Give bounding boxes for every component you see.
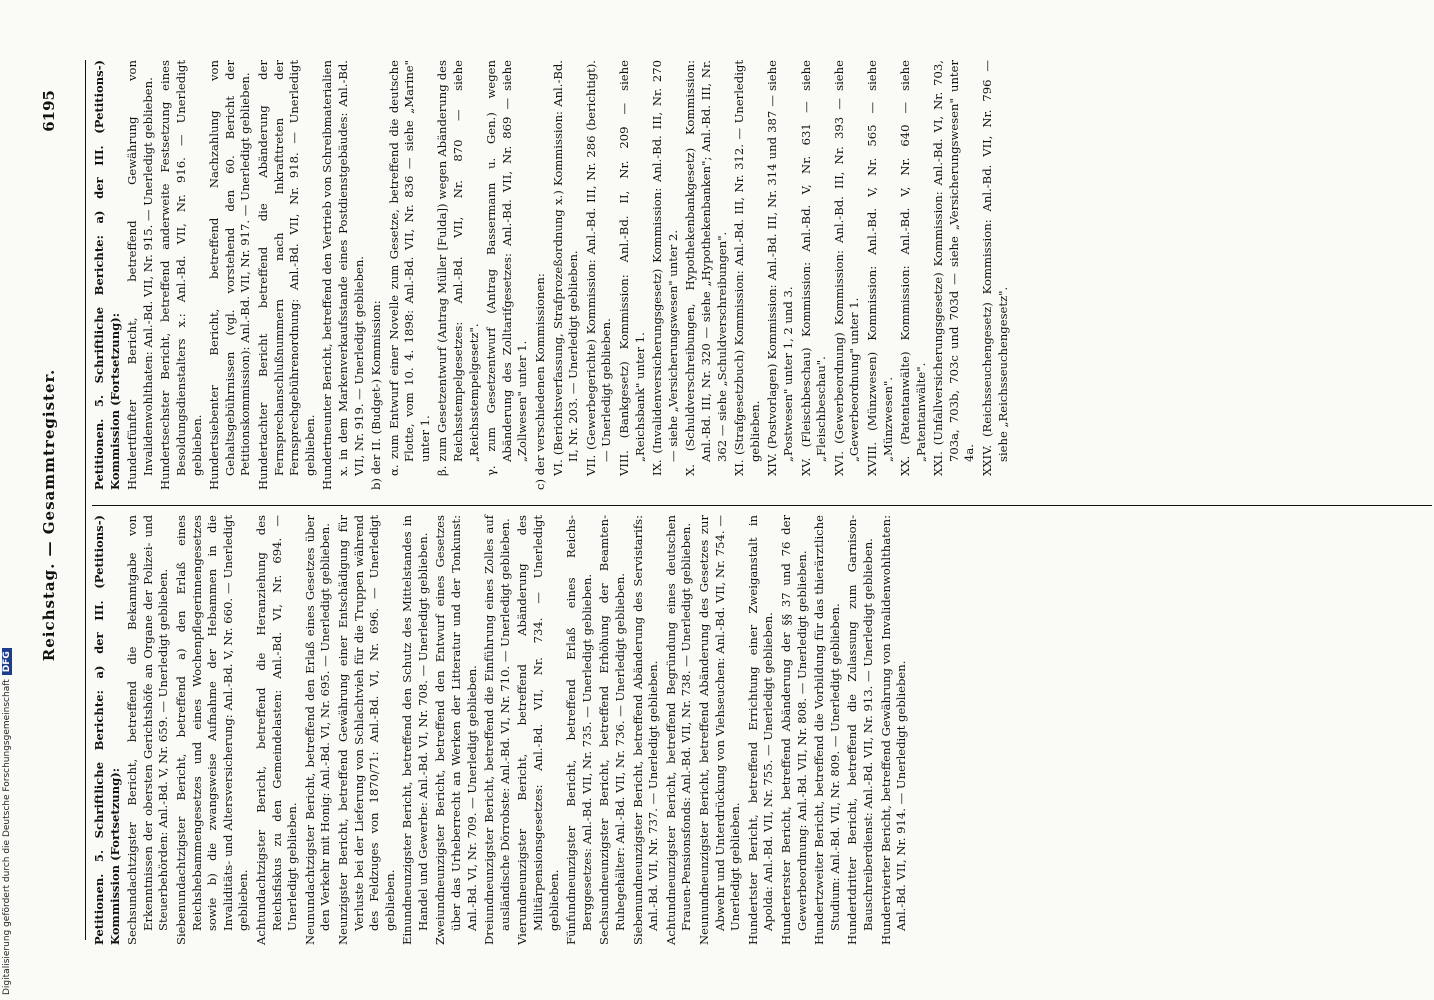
register-entry: Dreiundneunzigster Bericht, betreffend die Einführung eines Zolles auf ausländische Dörrobste: Anl.-Bd. VI, Nr. 710. — Unerledigt geblieben. bbox=[482, 515, 512, 945]
column-divider bbox=[92, 505, 1432, 506]
register-entry: Hundertachter Bericht betreffend die Abänderung der Fernsprechanschlußnummern nach Inkrafttreten der Fernsprechgebührenordnung: Anl.-Bd. VII, Nr. 918. — Unerledigt geblieben. bbox=[255, 60, 317, 490]
digitization-text: Digitalisierung gefördert durch die Deutsche Forschungsgemeinschaft bbox=[2, 679, 12, 995]
header-title: Reichstag. — Gesammtregister. bbox=[40, 368, 58, 662]
register-entry: VI. (Berichtsverfassung, Strafprozeßordnung x.) Kommission: Anl.-Bd. II, Nr. 203. — Unerledigt geblieben. bbox=[550, 60, 581, 476]
register-entry: XI. (Strafgesetzbuch) Kommission: Anl.-Bd. III, Nr. 312. — Unerledigt geblieben. bbox=[732, 60, 762, 476]
register-entry: Hundertsechster Bericht, betreffend anderweite Festsetzung eines Besoldungsdienstalters x.: Anl.-Bd. VII, Nr. 916. — Unerledigt geblieben. bbox=[158, 60, 204, 490]
register-entry: β. zum Gesetzentwurf (Antrag Müller [Fulda]) wegen Abänderung des Reichsstempelgesetzes: Anl.-Bd. VII, Nr. 870 — siehe „Reichsstempelgesetz". bbox=[435, 60, 481, 476]
register-entry: c) der verschiedenen Kommissionen: bbox=[533, 273, 548, 490]
register-entry: Siebenundneunzigster Bericht, betreffend Abänderung des Servistarifs: Anl.-Bd. VII, Nr. 737. — Unerledigt geblieben. bbox=[630, 515, 661, 945]
register-entry: γ. zum Gesetzentwurf (Antrag Bassermann u. Gen.) wegen Abänderung des Zolltarifgesetzes: Anl.-Bd. VII, Nr. 869 — siehe „Zollwesen" unter 1. bbox=[484, 60, 530, 476]
register-entry: b) der II. (Budget-) Kommission: bbox=[369, 300, 384, 490]
register-entry: Fünfundneunzigster Bericht, betreffend Erlaß eines Reichs-Berggesetzes: Anl.-Bd. VII, Nr. 735. — Unerledigt geblieben. bbox=[564, 515, 594, 945]
register-entry: Hundertsiebenter Bericht, betreffend Nachzahlung von Gehaltsgebührnissen (vgl. vorstehend den 60. Bericht der Petitionskommission): Anl.-Bd. VII, Nr. 917. — Unerledigt geblieben. bbox=[207, 60, 253, 490]
register-entry: XV. (Fleischbeschau) Kommission: Anl.-Bd. V, Nr. 631 — siehe „Fleischbeschau". bbox=[798, 60, 829, 476]
register-entry: Siebenundachtzigster Bericht, betreffend a) den Erlaß eines Reichshebammengesetzes und eines Wochenpflegerinnengesetzes sowie b) die zwangsweise Aufnahme der Hebammen in die Invaliditäts- und Altersversicherung: Anl.-Bd. V, Nr. 660. — Unerledigt geblieben. bbox=[173, 515, 251, 945]
page-header bbox=[40, 90, 72, 940]
register-entry: α. zum Entwurf einer Novelle zum Gesetze, betreffend die deutsche Flotte, vom 10. 4. 1898: Anl.-Bd. VII, Nr. 836 — siehe „Marine" unter 1. bbox=[386, 60, 432, 476]
register-entry: XIV. (Postvorlagen) Kommission: Anl.-Bd. III, Nr. 314 und 387 — siehe „Postwesen" unter 1, 2 und 3. bbox=[765, 60, 795, 476]
register-entry: XVI. (Gewerbeordnung) Kommission: Anl.-Bd. III, Nr. 393 — siehe „Gewerbeordnung" unter 1. bbox=[831, 60, 862, 476]
left-column bbox=[92, 515, 912, 945]
register-entry: Neunzigster Bericht, betreffend Gewährung einer Entschädigung für Verluste bei der Lieferung von Schlachtvieh für die Truppen während des Feldzuges von 1870/71: Anl.-Bd. VI, Nr. 696. — Unerledigt geblieben. bbox=[335, 515, 397, 945]
register-entry: XXI. (Unfallversicherungsgesetze) Kommission: Anl.-Bd. VI, Nr. 703, 703a, 703b, 703c und 703d — siehe „Versicherungswesen" unter 4a. bbox=[931, 60, 977, 476]
register-entry: Vierundneunzigster Bericht, betreffend Abänderung des Militärpensionsgesetzes: Anl.-Bd. VII, Nr. 734. — Unerledigt geblieben. bbox=[515, 515, 561, 945]
register-entry: VIII. (Bankgesetz) Kommission: Anl.-Bd. II, Nr. 209 — siehe „Reichsbank" unter 1. bbox=[617, 60, 647, 476]
register-entry: XXIV. (Reichsseuchengesetz) Kommission: Anl.-Bd. VII, Nr. 796 — siehe „Reichsseuchengesetz". bbox=[980, 60, 1010, 476]
register-entry: Hundertdritter Bericht, betreffend die Zulassung zum Garnison-Bauschreiberdienst: Anl.-Bd. VII, Nr. 913. — Unerledigt geblieben. bbox=[845, 515, 875, 945]
register-entry: Neunundachtzigster Bericht, betreffend den Erlaß eines Gesetzes über den Verkehr mit Honig: Anl.-Bd. VI, Nr. 695. — Unerledigt geblieben. bbox=[302, 515, 333, 945]
register-entry: Hundertster Bericht, betreffend Errichtung einer Zweiganstalt in Apolda: Anl.-Bd. VII, Nr. 755. — Unerledigt geblieben. bbox=[745, 515, 776, 945]
register-entry: Hundertneunter Bericht, betreffend den Vertrieb von Schreibmaterialien x. in dem Markenverkaufsstande eines Postdienstgebäudes: Anl.-Bd. VII, Nr. 919. — Unerledigt geblieben. bbox=[320, 60, 366, 490]
register-entry: Sechsundachtzigster Bericht, betreffend die Bekanntgabe von Erkenntnissen der obersten Gerichtshöfe an Organe der Polizei- und Steuerbehörden: Anl.-Bd. V, Nr. 659. — Unerledigt geblieben. bbox=[125, 515, 171, 945]
register-entry: XX. (Patentanwälte) Kommission: Anl.-Bd. V, Nr. 640 — siehe „Patentanwälte". bbox=[898, 60, 928, 476]
digitization-note bbox=[2, 648, 12, 995]
register-entry: Achtundachtzigster Bericht, betreffend die Heranziehung des Reichsfiskus zu den Gemeindelasten: Anl.-Bd. VI, Nr. 694. — Unerledigt geblieben. bbox=[253, 515, 300, 945]
register-entry: Hundertvierter Bericht, betreffend Gewährung von Invalidenwohlthaten: Anl.-Bd. VII, Nr. 914. — Unerledigt geblieben. bbox=[878, 515, 909, 945]
register-entry: Zweiundneunzigster Bericht, betreffend den Entwurf eines Gesetzes über das Urheberrecht an Werken der Litteratur und der Tonkunst: Anl.-Bd. VI, Nr. 709. — Unerledigt geblieben. bbox=[433, 515, 479, 945]
register-entry: Sechsundneunzigster Bericht, betreffend Erhöhung der Beamten-Ruhegehälter: Anl.-Bd. VII, Nr. 736. — Unerledigt geblieben. bbox=[597, 515, 627, 945]
entry-heading: Petitionen. 5. Schriftliche Berichte: a) der III. (Petitions-) Kommission (Fortsetzung): bbox=[92, 515, 122, 945]
register-entry: XVIII. (Münzwesen) Kommission: Anl.-Bd. V, Nr. 565 — siehe „Münzwesen". bbox=[864, 60, 895, 476]
header-rule bbox=[85, 60, 86, 940]
register-entry: Einundneunzigster Bericht, betreffend den Schutz des Mittelstandes in Handel und Gewerbe: Anl.-Bd. VI, Nr. 708. — Unerledigt geblieben. bbox=[400, 515, 430, 945]
register-entry: Hundertfünfter Bericht, betreffend Gewährung von Invalidenwohlthaten: Anl.-Bd. VII, Nr. 915. — Unerledigt geblieben. bbox=[125, 60, 155, 490]
register-entry: IX. (Invalidenversicherungsgesetz) Kommission: Anl.-Bd. III, Nr. 270 — siehe „Versicherungswesen" unter 2. bbox=[650, 60, 680, 476]
register-entry: Hunderterster Bericht, betreffend Abänderung der §§ 37 und 76 der Gewerbeordnung: Anl.-Bd. VII, Nr. 808. — Unerledigt geblieben. bbox=[778, 515, 809, 945]
register-entry: VII. (Gewerbegerichte) Kommission: Anl.-Bd. III, Nr. 286 (berichtigt). — Unerledigt geblieben. bbox=[583, 60, 614, 476]
register-entry: Hundertzweiter Bericht, betreffend die Vorbildung für das thierärztliche Studium: Anl.-Bd. VII, Nr. 809. — Unerledigt geblieben. bbox=[812, 515, 842, 945]
register-entry: Neunundneunzigster Bericht, betreffend Abänderung des Gesetzes zur Abwehr und Unterdrückung von Viehseuchen: Anl.-Bd. VII, Nr. 754. — Unerledigt geblieben. bbox=[696, 515, 743, 945]
register-entry: Achtundneunzigster Bericht, betreffend Begründung eines deutschen Frauen-Pensionsfonds: Anl.-Bd. VII, Nr. 738. — Unerledigt geblieben. bbox=[663, 515, 694, 945]
dfg-logo: DFG bbox=[2, 648, 12, 675]
page-number: 6195 bbox=[40, 90, 58, 132]
entry-heading: Petitionen. 5. Schriftliche Berichte: a) der III. (Petitions-) Kommission (Fortsetzung): bbox=[92, 60, 122, 490]
right-column bbox=[92, 60, 1013, 490]
register-entry: X. (Schuldverschreibungen, Hypothekenbankgesetz) Kommission: Anl.-Bd. III, Nr. 320 — siehe „Hypothekenbanken"; Anl.-Bd. III, Nr. 362 — siehe „Schuldverschreibungen". bbox=[683, 60, 729, 476]
